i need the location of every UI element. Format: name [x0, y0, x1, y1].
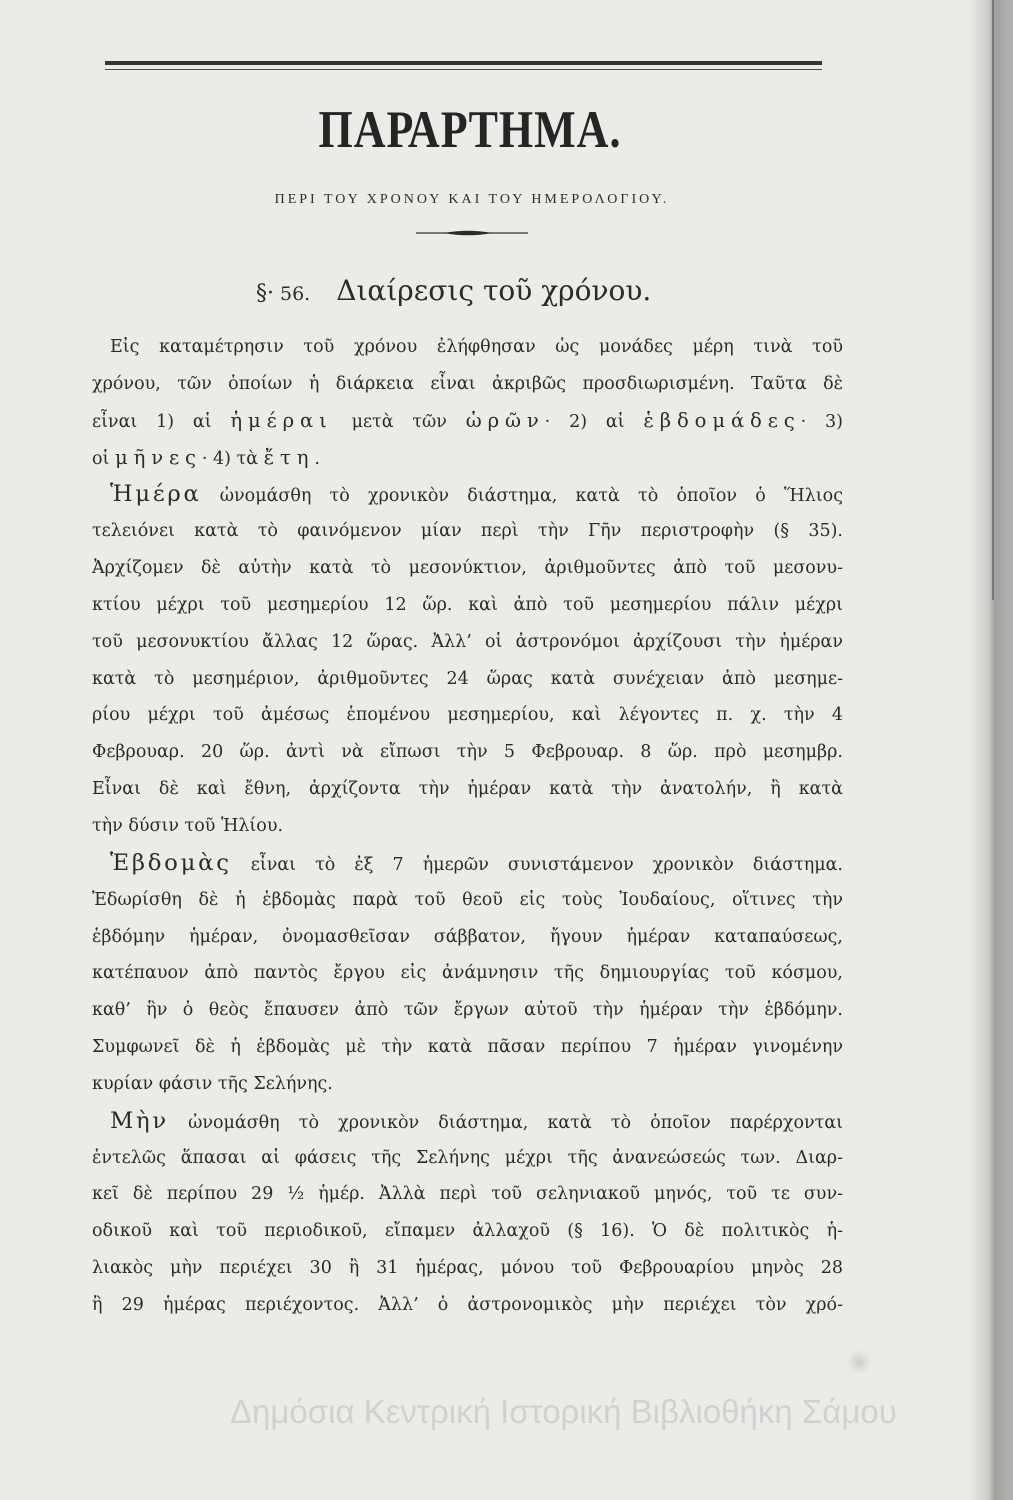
- text-line: [92, 513, 843, 550]
- text-line: [92, 1140, 843, 1177]
- text-line: [92, 1066, 843, 1103]
- body-text: [92, 329, 843, 1324]
- text-run: Φεβρουαρ. 20 ὥρ. ἀντὶ νὰ εἴπωσι τὴν 5 Φεβρουαρ. 8 ὥρ. πρὸ μεσημβρ.: [92, 742, 843, 763]
- text-line: [92, 919, 843, 956]
- text-line: [92, 697, 843, 734]
- text-line: [92, 882, 843, 919]
- text-line: [92, 1103, 843, 1140]
- text-line: [92, 771, 843, 808]
- text-run: κεῖ δὲ περίπου 29 ½ ἡμέρ. Ἀλλὰ περὶ τοῦ σεληνιακοῦ μηνός, τοῦ τε συν-: [92, 1184, 843, 1205]
- text-line: [92, 808, 843, 845]
- text-run: κυρίαν φάσιν τῆς Σελήνης.: [92, 1073, 333, 1094]
- text-line: [92, 550, 843, 587]
- text-line: [92, 955, 843, 992]
- text-run: ὠνομάσθη τὸ χρονικὸν διάστημα, κατὰ τὸ ὁποῖον ὁ Ἥλιος: [201, 486, 843, 507]
- section-number: 56.: [280, 283, 311, 305]
- term-heading: Ἡμέρα: [110, 481, 202, 508]
- text-line: [92, 1029, 843, 1066]
- text-line: [92, 1250, 843, 1287]
- text-run: μετὰ τῶν: [332, 411, 466, 432]
- term-heading: Μὴν: [110, 1107, 169, 1134]
- text-run: Ἐδωρίσθη δὲ ἡ ἑβδομὰς παρὰ τοῦ θεοῦ εἰς τοὺς Ἰουδαίους, οἵτινες τὴν: [92, 889, 843, 910]
- text-line: [92, 845, 843, 882]
- page-edge-shadow: [968, 0, 1013, 1500]
- text-line: [92, 624, 843, 661]
- text-line: [92, 1287, 843, 1324]
- page-subtitle: ΠΕΡΙ ΤΟΥ ΧΡΟΝΟΥ ΚΑΙ ΤΟΥ ΗΜΕΡΟΛΟΓΙΟΥ.: [274, 192, 670, 207]
- emphasized-term: ἡμέραι: [230, 408, 333, 432]
- text-run: Ἀρχίζομεν δὲ αὐτὴν κατὰ τὸ μεσονύκτιον, ἀριθμοῦντες ἀπὸ τοῦ μεσονυ-: [92, 558, 843, 579]
- text-line: [92, 1176, 843, 1213]
- text-run: · 2) αἱ: [544, 411, 644, 432]
- text-run: εἶναι τὸ ἐξ 7 ἡμερῶν συνιστάμενον χρονικὸν διάστημα.: [231, 854, 843, 875]
- text-run: Εἰς καταμέτρησιν τοῦ χρόνου ἐλήφθησαν ὡς μονάδες μέρη τινὰ τοῦ: [110, 337, 843, 357]
- paragraph: [92, 329, 843, 476]
- text-run: κατέπαυον ἀπὸ παντὸς ἔργου εἰς ἀνάμνησιν τῆς δημιουργίας τοῦ κόσμου,: [92, 963, 843, 984]
- text-line: [92, 403, 843, 440]
- text-line: [92, 476, 843, 513]
- text-run: ἢ 29 ἡμέρας περιέχοντος. Ἀλλ’ ὁ ἀστρονομικὸς μὴν περιέχει τὸν χρό-: [92, 1294, 843, 1315]
- text-run: οδικοῦ καὶ τοῦ περιοδικοῦ, εἴπαμεν ἀλλαχοῦ (§ 16). Ὁ δὲ πολιτικὸς ἡ-: [92, 1221, 843, 1242]
- library-watermark: Δημόσια Κεντρική Ιστορική Βιβλιοθήκη Σάμου: [230, 1393, 897, 1430]
- section-sign: §·: [256, 281, 274, 306]
- text-line: [92, 366, 843, 403]
- text-run: χρόνου, τῶν ὁποίων ἡ διάρκεια εἶναι ἀκριβῶς προσδιωρισμένη. Ταῦτα δὲ: [92, 373, 843, 394]
- decorative-rule: [416, 228, 528, 238]
- text-line: [92, 440, 843, 477]
- text-run: · 3): [800, 411, 843, 432]
- text-run: .: [314, 448, 320, 469]
- text-run: τοῦ μεσονυκτίου ἄλλας 12 ὥρας. Ἀλλ’ οἱ ἀστρονόμοι ἀρχίζουσι τὴν ἡμέραν: [92, 631, 843, 652]
- text-run: ἑβδόμην ἡμέραν, ὀνομασθεῖσαν σάββατον, ἤγουν ἡμέραν καταπαύσεως,: [92, 926, 843, 947]
- emphasized-term: ὡρῶν: [465, 408, 545, 432]
- paragraph: [92, 476, 843, 844]
- emphasized-term: μῆνες: [114, 445, 202, 469]
- text-line: [92, 587, 843, 624]
- page-edge-line: [992, 0, 994, 600]
- text-run: Συμφωνεῖ δὲ ἡ ἑβδομὰς μὲ τὴν κατὰ πᾶσαν περίπου 7 ἡμέραν γινομένην: [92, 1037, 843, 1058]
- text-line: [92, 992, 843, 1029]
- text-line: [92, 734, 843, 771]
- text-run: ὠνομάσθη τὸ χρονικὸν διάστημα, κατὰ τὸ ὁποῖον παρέρχονται: [168, 1112, 843, 1133]
- text-run: ἐντελῶς ἅπασαι αἱ φάσεις τῆς Σελήνης μέχρι τῆς ἀνανεώσεώς των. Διαρ-: [92, 1147, 843, 1168]
- text-run: κατὰ τὸ μεσημέριον, ἀριθμοῦντες 24 ὥρας κατὰ συνέχειαν ἀπὸ μεσημε-: [92, 668, 843, 689]
- section-heading: [256, 274, 651, 318]
- text-run: · 4) τὰ: [201, 448, 264, 469]
- text-run: οἱ: [92, 448, 115, 469]
- text-run: τὴν δύσιν τοῦ Ἡλίου.: [92, 815, 284, 836]
- page-title: ΠΑΡΑΡΤΗΜΑ.: [318, 100, 622, 159]
- scan-smudge: [846, 1350, 872, 1374]
- double-rule: [105, 61, 822, 70]
- term-heading: Ἑβδομὰς: [110, 849, 232, 876]
- text-line: [92, 661, 843, 698]
- text-run: τελειόνει κατὰ τὸ φαινόμενον μίαν περὶ τὴν Γῆν περιστροφὴν (§ 35).: [92, 521, 843, 542]
- paragraph: [92, 1103, 843, 1324]
- emphasized-term: ἔτη: [263, 445, 315, 469]
- text-run: καθ’ ἣν ὁ θεὸς ἔπαυσεν ἀπὸ τῶν ἔργων αὐτοῦ τὴν ἡμέραν τὴν ἑβδόμην.: [92, 1000, 843, 1021]
- section-title: Διαίρεσις τοῦ χρόνου.: [336, 274, 652, 307]
- text-run: ρίου μέχρι τοῦ ἀμέσως ἑπομένου μεσημερίου, καὶ λέγοντες π. χ. τὴν 4: [92, 705, 843, 726]
- text-run: εἶναι 1) αἱ: [92, 411, 231, 432]
- text-line: [92, 1213, 843, 1250]
- paragraph: [92, 845, 843, 1103]
- text-run: Εἶναι δὲ καὶ ἔθνη, ἀρχίζοντα τὴν ἡμέραν κατὰ τὴν ἀνατολήν, ἢ κατὰ: [92, 779, 843, 800]
- text-run: κτίου μέχρι τοῦ μεσημερίου 12 ὥρ. καὶ ἀπὸ τοῦ μεσημερίου πάλιν μέχρι: [92, 594, 843, 615]
- text-run: λιακὸς μὴν περιέχει 30 ἢ 31 ἡμέρας, μόνου τοῦ Φεβρουαρίου μηνὸς 28: [92, 1258, 843, 1279]
- emphasized-term: ἑβδομάδες: [643, 408, 801, 432]
- text-line: [92, 329, 843, 366]
